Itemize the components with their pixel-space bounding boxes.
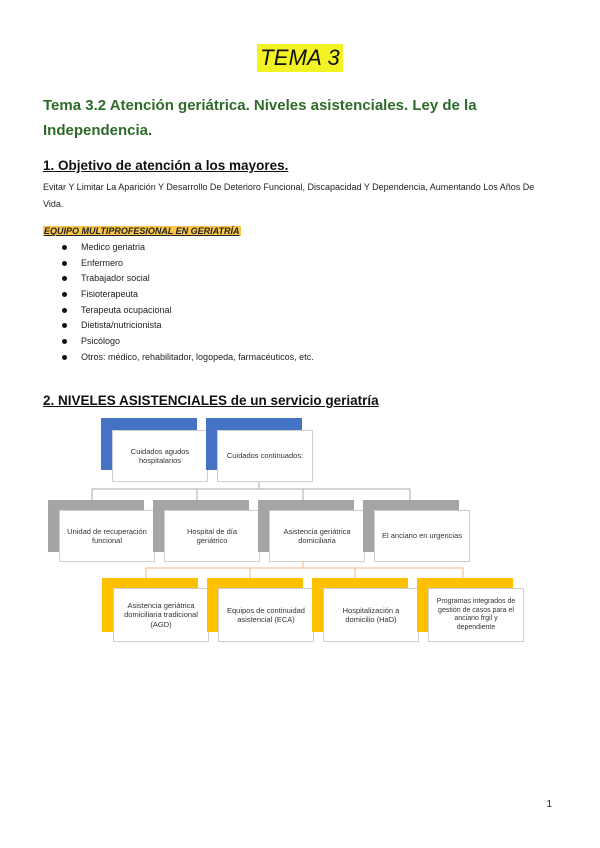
list-item [62,287,314,303]
list-item [62,350,314,366]
diagram-node-home-care: Asistencia geriátrica domiciliaria [269,510,365,562]
bullet-icon [62,355,67,360]
page-number: 1 [546,799,552,810]
list-item-text: Dietista/nutricionista [81,320,162,331]
diagram-node-continued-care: Cuidados continuados: [217,430,313,482]
bullet-icon [62,308,67,313]
list-item [62,240,314,256]
list-item [62,256,314,272]
section1-heading: 1. Objetivo de atención a los mayores. [43,158,289,173]
list-item-text: Trabajador social [81,273,150,284]
subtitle: Tema 3.2 Atención geriátrica. Niveles asistenciales. Ley de la Independencia. [43,97,477,139]
list-item-text: Fisioterapeuta [81,289,139,300]
list-item-text: Psicólogo [81,336,121,347]
diagram-node-emergency: El anciano en urgencias [374,510,470,562]
bullet-icon [62,323,67,328]
bullet-icon [62,339,67,344]
diagram-node-day-hospital: Hospital de día geriátrico [164,510,260,562]
list-item-text: Otros: médico, rehabilitador, logopeda, farmacéuticos, etc. [81,351,314,362]
diagram-node-acute-care: Cuidados agudos hospitalarios [112,430,208,482]
list-item [62,271,314,287]
diagram-node-agd: Asistencia geriátrica domiciliaria tradicional (AGD) [113,588,209,642]
bullet-icon [62,245,67,250]
diagram-node-had: Hospitalización a domicilio (HaD) [323,588,419,642]
team-label: EQUIPO MULTIPROFESIONAL EN GERIATRÍA [44,226,240,236]
list-item-text: Enfermero [81,257,124,268]
list-item [62,334,314,350]
page-title: TEMA 3 [257,44,343,72]
diagram-node-case-management: Programas integrados de gestión de casos para el anciano frgil y dependiente [428,588,524,642]
bullet-icon [62,261,67,266]
list-item [62,303,314,319]
title-wrap [0,44,600,72]
bullet-icon [62,276,67,281]
bullet-icon [62,292,67,297]
section2-heading: 2. NIVELES ASISTENCIALES de un servicio geriatría [43,393,379,408]
team-list [62,240,314,366]
diagram-node-recovery-unit: Unidad de recuperación funcional [59,510,155,562]
section1-paragraph: Evitar Y Limitar La Aparición Y Desarrollo De Deterioro Funcional, Discapacidad Y Dependencia, Aumentando Los Años De Vida. [43,182,535,209]
list-item [62,318,314,334]
list-item-text: Medico geriatria [81,242,146,252]
diagram-node-eca: Equipos de continuidad asistencial (ECA) [218,588,314,642]
list-item-text: Terapeuta ocupacional [81,304,172,315]
